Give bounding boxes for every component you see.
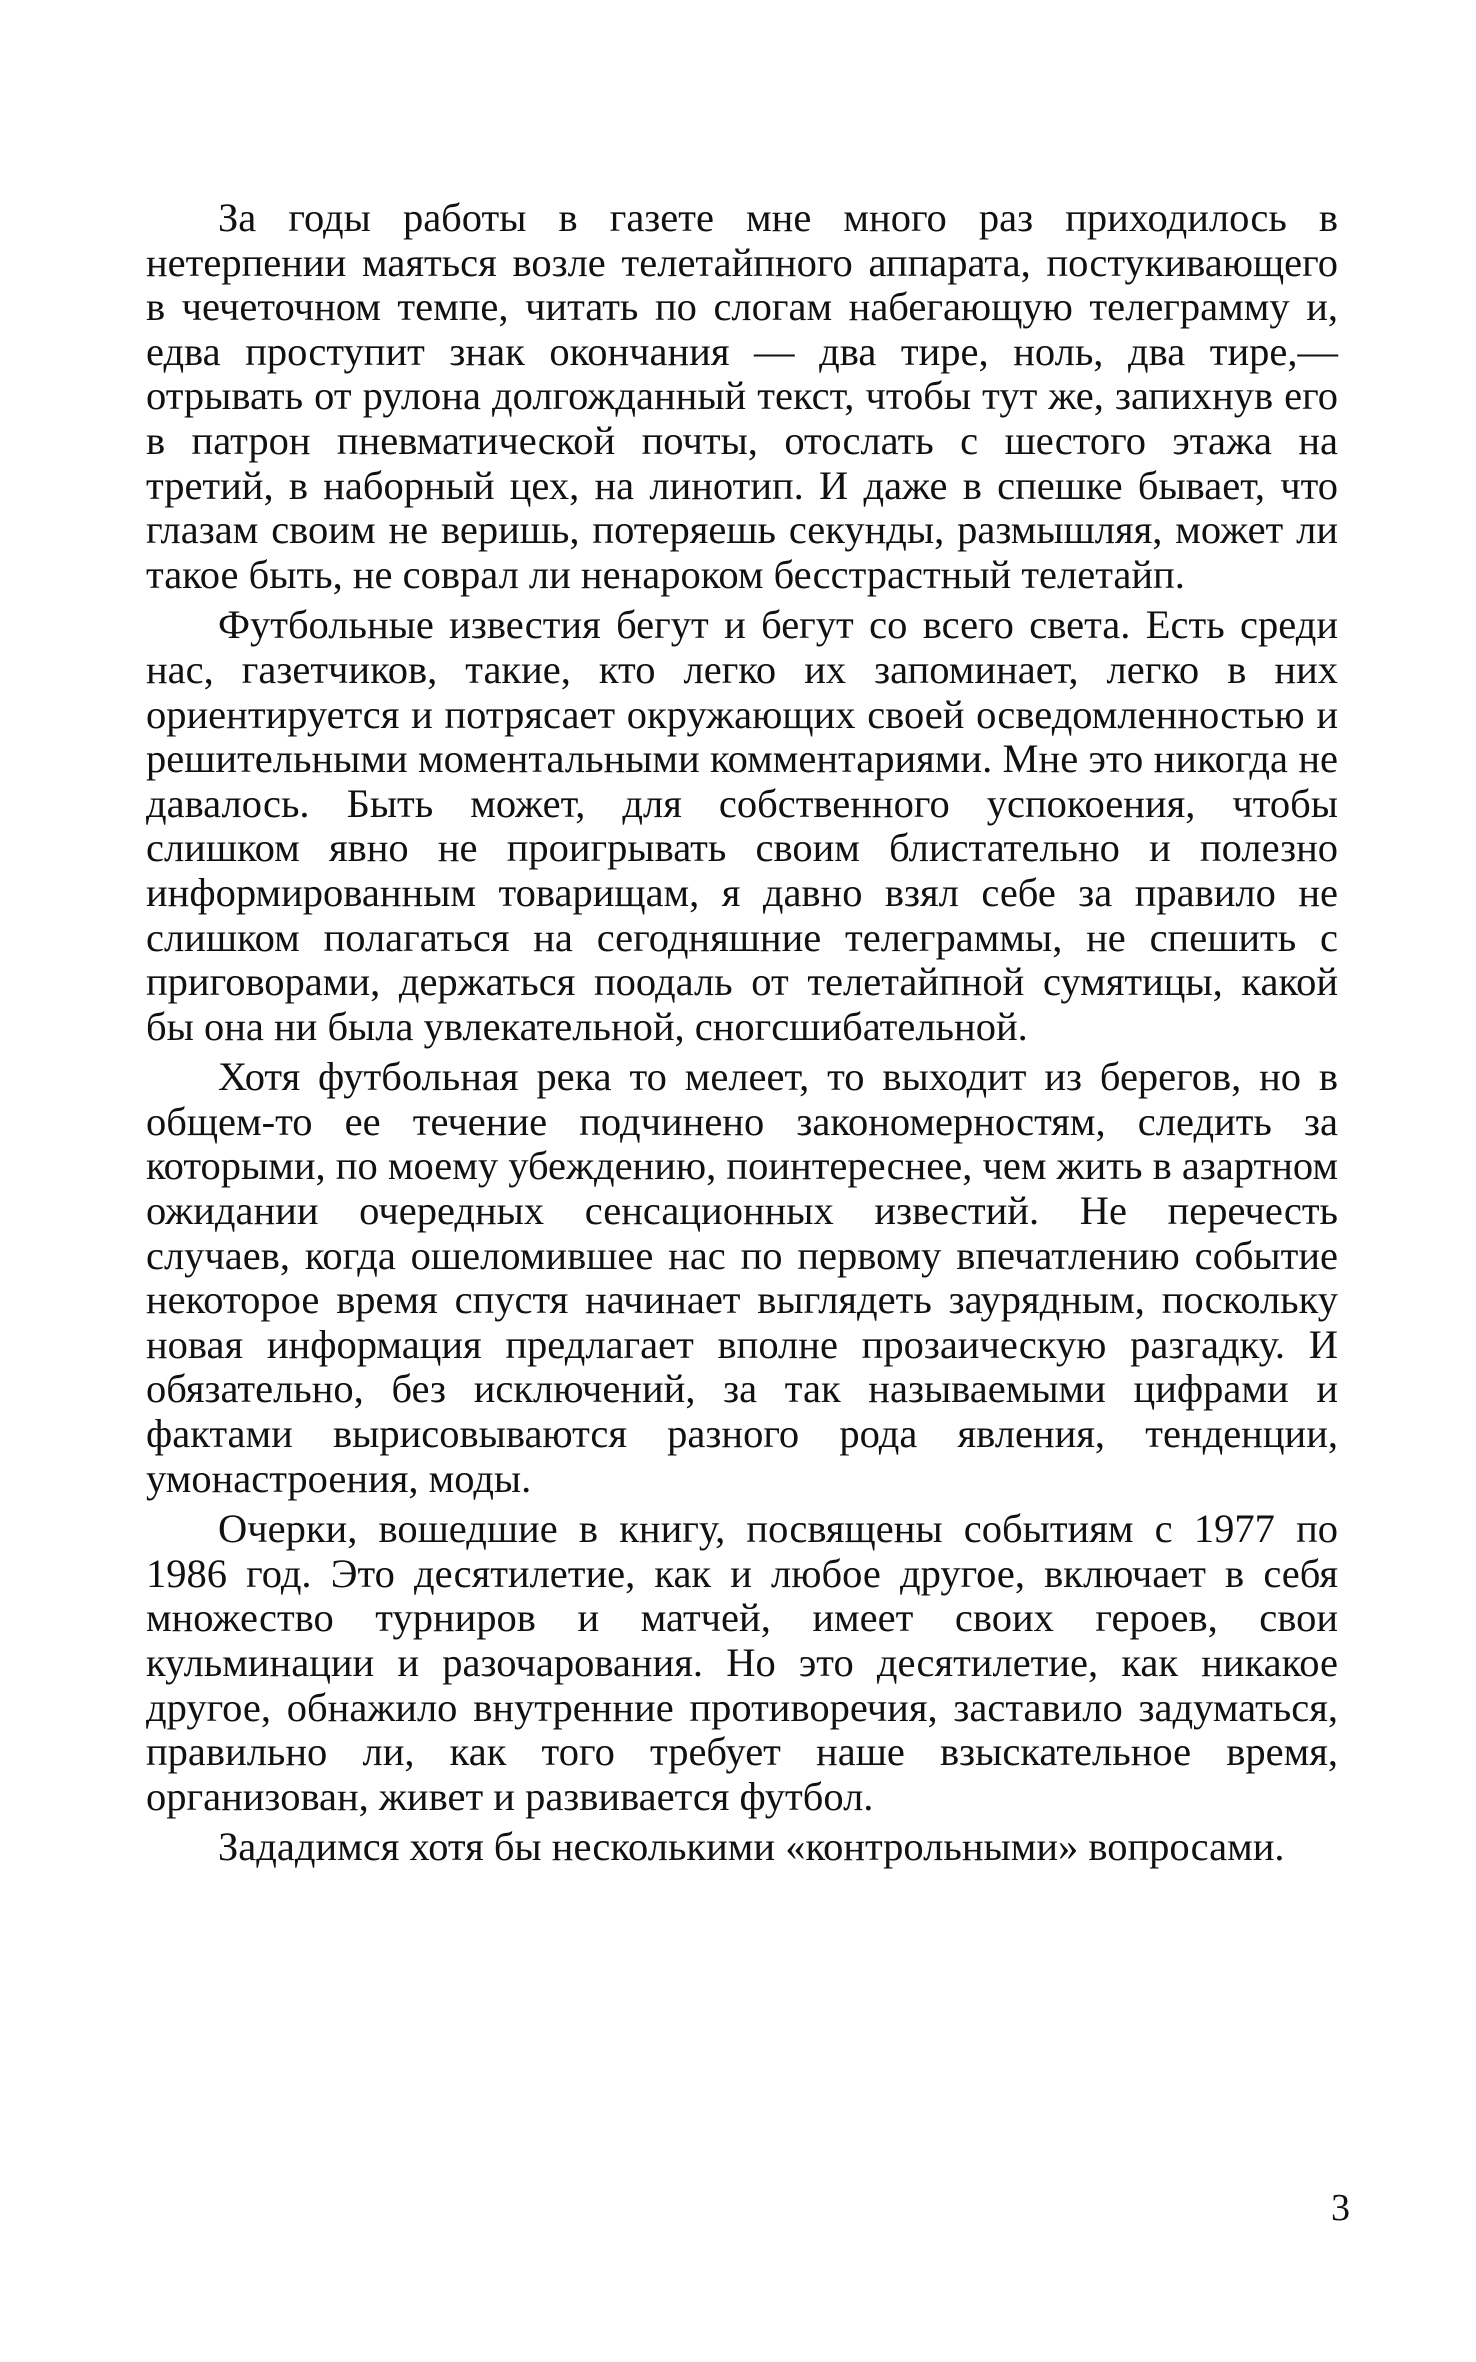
paragraph-5: Зададимся хотя бы несколькими «контрольными» вопросами. <box>218 1824 1285 1870</box>
body-text <box>146 196 1338 1870</box>
paragraph-3: Хотя футбольная река то мелеет, то выходит из берегов, но в общем-то ее течение подчинено закономерностям, следить за которыми, по моему убеждению, поинтереснее, чем жить в азартном ожидании очередных сенсационных известий. Не перечесть случаев, когда ошеломившее нас по первому впечатлению событие некоторое время спустя начинает выглядеть заурядным, поскольку новая информация предлагает вполне прозаическую разгадку. И обязательно, без исключений, за так называемыми цифрами и фактами вырисовываются разного рода явления, тенденции, умонастроения, моды. <box>146 1054 1338 1501</box>
page-number: 3 <box>1331 2187 1350 2229</box>
paragraph-4: Очерки, вошедшие в книгу, посвящены событиям с 1977 по 1986 год. Это десятилетие, как и любое другое, включает в себя множество турниров и матчей, имеет своих героев, свои кульминации и разочарования. Но это десятилетие, как никакое другое, обнажило внутренние противоречия, заставило задуматься, правильно ли, как того требует наше взыскательное время, организован, живет и развивается футбол. <box>146 1506 1338 1819</box>
paragraph-2: Футбольные известия бегут и бегут со всего света. Есть среди нас, газетчиков, такие, кто легко их запоминает, легко в них ориентируется и потрясает окружающих своей осведомленностью и решительными моментальными комментариями. Мне это никогда не давалось. Быть может, для собственного успокоения, чтобы слишком явно не проигрывать своим блистательно и полезно информированным товарищам, я давно взял себе за правило не слишком полагаться на сегодняшние телеграммы, не спешить с приговорами, держаться поодаль от телетайпной сумятицы, какой бы она ни была увлекательной, сногсшибательной. <box>146 602 1338 1049</box>
paragraph-1: За годы работы в газете мне много раз приходилось в нетерпении маяться возле телетайпного аппарата, постукивающего в чечеточном темпе, читать по слогам набегающую телеграмму и, едва проступит знак окончания — два тире, ноль, два тире,— отрывать от рулона долгожданный текст, чтобы тут же, запихнув его в патрон пневматической почты, отослать с шестого этажа на третий, в наборный цех, на линотип. И даже в спешке бывает, что глазам своим не веришь, потеряешь секунды, размышляя, может ли такое быть, не соврал ли ненароком бесстрастный телетайп. <box>146 195 1338 597</box>
